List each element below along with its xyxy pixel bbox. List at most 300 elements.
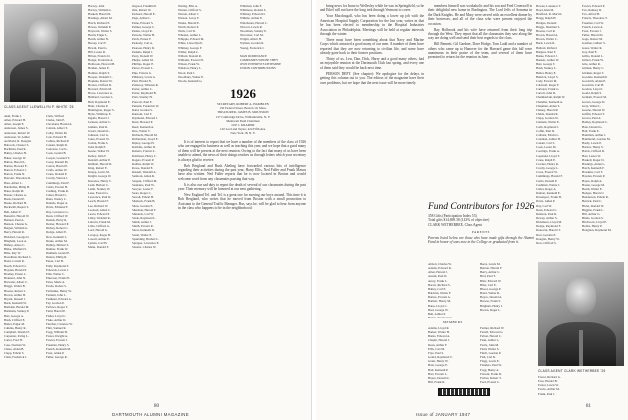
list-item: Dexter, Howard P. <box>46 222 69 227</box>
list-item: Benton, Harold F. <box>480 266 503 271</box>
list-item: Frye, Paul S. <box>428 350 444 355</box>
list-item: Emerson, Frank H. <box>46 276 70 281</box>
list-item: Boyd, Kim M. <box>536 8 555 13</box>
list-item: Bird, Paul T. <box>480 274 496 279</box>
list-item: Conant, Ralph D. <box>46 143 68 148</box>
list-item: Bowen, Laurence T. <box>536 4 561 8</box>
list-item: Cotton, Harold E. <box>46 163 68 168</box>
list-item: Cushing, Frank R. <box>46 188 69 193</box>
list-item: Snow, Kenneth D. <box>132 228 155 233</box>
issue-footer: Issue of JANUARY 1947 <box>416 412 471 417</box>
names-column-4 <box>132 4 174 396</box>
list-item: Dow, Kenneth L. <box>46 234 68 239</box>
list-item: Ballou, Harold L. <box>4 159 26 164</box>
list-item: Parsons, Walter H. <box>132 33 156 38</box>
list-item: Crocker, Henry R. <box>536 161 559 166</box>
list-item: Lord, Harold G. <box>88 228 108 233</box>
list-item: Farnum, John L. <box>46 292 67 297</box>
list-item: Fox, Alfred H. <box>582 12 601 17</box>
list-item: Brainerd, John N. <box>4 276 26 281</box>
parents-names-1 <box>428 262 478 318</box>
list-item: Weeks, Harold E. <box>178 20 200 25</box>
list-item: Whitney, Edward D. <box>240 12 266 17</box>
list-item: Little, Clifford A. <box>88 224 110 229</box>
list-item: Dean, Clifford W. <box>46 213 69 218</box>
list-item: Otis, Robert W. <box>132 8 152 13</box>
list-item: Dean, Arthur F. <box>428 342 448 347</box>
list-item: Barnes, Howard E. <box>4 163 28 168</box>
secretary-info <box>180 102 306 136</box>
list-item: Blair, Edward W. <box>480 278 502 283</box>
list-item: Butler, Henry E. <box>536 70 557 75</box>
list-item: Dorr, Gordon E. <box>536 232 557 237</box>
left-page <box>0 0 312 420</box>
list-item: Brewer, Frank S. <box>480 299 502 304</box>
list-item: 358 Gifts (Participation Index 53) <box>428 214 477 218</box>
list-item: Burr, George T. <box>536 62 556 67</box>
list-item: Clapp, Edwin S. <box>4 350 25 355</box>
list-item: Bates, Ralph M. <box>4 188 25 193</box>
list-item: Whitney, George F. <box>178 45 203 50</box>
list-item: Lawrence, Paul D. <box>88 195 112 200</box>
list-item: Fowler, Everett J. <box>46 338 68 343</box>
list-item: Hadley, Raymond C. <box>582 120 608 125</box>
list-item: Burt, George A. <box>4 313 24 318</box>
list-item: Hart, Lester W. <box>582 153 601 158</box>
list-item: Perry, Donald W. <box>132 53 154 58</box>
list-item: Pike, Francis G. <box>132 70 152 75</box>
list-item: Memorial Fund Chairmen <box>226 118 260 123</box>
list-item: Cummings, Harold F. <box>536 174 563 179</box>
list-item: Hazen, George M. <box>582 182 605 187</box>
list-item: Simonds, Carl W. <box>132 211 154 216</box>
list-item: Eaton, Carl B. <box>46 259 64 264</box>
list-item: Wheeler, Arthur L. <box>178 33 202 38</box>
list-item: Gile, Arthur R. <box>582 62 601 67</box>
list-item: Gould, Raymond T. <box>428 355 453 360</box>
list-item: Burnham, Stanley P. <box>4 309 30 314</box>
list-item: Cook, Gerald B. <box>46 151 67 156</box>
list-item: Potter, Raymond B. <box>132 91 157 96</box>
list-item: Brown, Roger L. <box>480 307 501 312</box>
list-item: Curtis, Everett H. <box>46 184 68 189</box>
list-item: Bush, Clifford E. <box>4 317 26 322</box>
list-item: Fowler, Edward P. <box>582 4 605 8</box>
list-item: Hale, Donald G. <box>582 124 603 129</box>
list-item: Forest, Richard G. <box>538 375 561 379</box>
list-item: Barrett, Edward J. <box>4 168 27 173</box>
paragraph: members himself was workaholic and his son and Fred Cromwell is their delightful new home in Burlington. The Lord Jeffs of Sonoma in the Dark Knights. He and Mary were served with an excellent dinner by their hostesses, and all of the class who were present enjoyed the occasion. <box>428 4 532 26</box>
list-item: Bliss, Carl E. <box>480 282 497 287</box>
list-item: Hobbs, Henry P. <box>582 224 603 229</box>
list-item: Wilkins, Arthur P. <box>240 16 263 21</box>
list-item: Beers, Lewis M. <box>480 262 501 266</box>
list-item: Whitman, John F. <box>240 4 262 8</box>
list-item: UNION CONTRIBUTIONS <box>240 66 276 71</box>
list-item: Leach, Harold F. <box>88 199 109 204</box>
list-item: Smith, Arthur J. <box>132 220 152 225</box>
list-item: Jones, Everett W. <box>88 137 110 141</box>
list-item: Lewis, Edward P. <box>88 211 110 216</box>
list-item: Frost, Everett J. <box>582 28 602 33</box>
list-item: Prescott, Paul E. <box>132 99 153 104</box>
list-item: Wells, Carl D. <box>178 28 196 33</box>
names-column-3 <box>88 4 130 396</box>
list-item: Cobb, Raymond J. <box>536 124 560 129</box>
list-item: 137 Cambridge Drive, Williamsville, N. Y. <box>215 114 271 119</box>
list-item: Peabody, Carl A. <box>132 41 153 46</box>
list-item: Shattuck, Frank B. <box>132 199 156 204</box>
list-item: Dow, Clifford S. <box>536 240 557 245</box>
list-item: Blood, George P. <box>480 286 502 291</box>
list-item: Frank, Paul J. <box>538 391 556 396</box>
list-item: Day, Lawrence G. <box>46 209 69 214</box>
list-item: Sawyer, Lester F. <box>132 186 154 191</box>
list-item: Fletcher, Clarence W. <box>46 321 73 326</box>
list-item: Henderson, Edwin R. <box>582 195 609 200</box>
list-item: Brown, Walter C. <box>536 37 558 42</box>
list-item: Carter, Fred H. <box>4 338 23 343</box>
list-item: Hayes, Ralph A. <box>582 178 603 183</box>
list-item: Winchester, Harold C. <box>240 20 268 25</box>
list-item: Kimball, Harold D. <box>88 161 113 166</box>
names-column-6 <box>240 4 306 84</box>
list-item: Babcock, Chester S. <box>4 143 30 148</box>
list-item: Berry, Harold R. <box>4 230 25 235</box>
list-item: Cole, Edward H. <box>46 134 67 139</box>
list-item: Jenkins, Paul R. <box>88 124 108 129</box>
list-item: Higgins, Frank L. <box>582 207 604 212</box>
list-item: King, Robert E. <box>88 166 108 171</box>
list-item: Herrick, Paul C. <box>582 199 603 204</box>
list-item: Hilton, Francis D. <box>88 53 111 58</box>
list-item: Wilson, Frank W. <box>178 62 200 67</box>
list-item: Hodge, Frederick A. <box>88 58 114 63</box>
list-item: Allen, Harold J. <box>428 270 448 275</box>
list-item: Fish, Carl R. <box>480 355 496 360</box>
list-item: Cheney, Harold P. <box>536 107 559 112</box>
list-item: Waring, Ellis A. <box>178 4 198 8</box>
list-item: Dickey, Robert C. <box>46 226 69 231</box>
list-item: Folsom, Frank D. <box>480 371 502 376</box>
list-item: Patch, Ernest F. <box>132 37 152 42</box>
list-item: Bailey, Charles H. <box>4 151 27 156</box>
list-item: Harlow, Henry S. <box>582 145 604 150</box>
list-item: Bass, Albert L. <box>4 180 23 185</box>
list-item: Estes, Merle A. <box>46 280 66 285</box>
list-item: Pomeroy, Winston R. <box>132 82 159 87</box>
names-column-5 <box>178 4 238 84</box>
list-item: Buck, Kenneth W. <box>4 301 27 306</box>
list-item: Burgess, Paul F. <box>536 49 556 54</box>
list-item: Bond, Carroll R. <box>4 259 25 264</box>
list-item: Clement, Walter E. <box>536 120 560 125</box>
list-item: Anderson, James S. <box>4 126 29 131</box>
list-item: Spaulding, Herbert L. <box>132 236 159 241</box>
list-item: Archbold, R. Douglas <box>4 138 32 143</box>
list-item: Hubbard, Gordon L. <box>88 95 114 100</box>
paragraph: Your Macdougall, who has been doing a lower up job with the American Hospital Supply Corporation for the last year, writes in that he has been elected to membership in the Hospital Industries Association in Philadelphia. Meetings will be held at regular intervals through the winter. <box>320 14 424 36</box>
list-item: Lowell, Arthur E. <box>88 236 110 241</box>
list-item: Hull, Raymond E. <box>88 99 111 104</box>
list-item: Howard, Edwin M. <box>88 87 112 92</box>
list-item: Carroll, John D. <box>536 91 556 96</box>
list-item: Hawkins, Carl T. <box>582 170 604 175</box>
list-item: Douglas, Henry W. <box>536 236 560 241</box>
list-item: Crane, Ralph E. <box>536 157 556 162</box>
list-item: Ransom, Carl F. <box>132 112 153 117</box>
list-item: Watson, Leroy F. <box>178 16 200 21</box>
members-heading: MEMBERS <box>443 320 463 324</box>
list-item: Warner, Clifford S. <box>178 8 202 13</box>
list-item: Lincoln, Frank M. <box>88 220 111 225</box>
list-item: Brigham, Henry J. <box>480 303 503 308</box>
list-item: Graham, Everett M. <box>582 95 607 100</box>
list-item: Dodge, Raymond F. <box>536 224 561 229</box>
list-item: Raymond, Edward J. <box>132 116 158 121</box>
list-item: Libby, Wendell R. <box>88 215 111 220</box>
page-number-left: 80 <box>154 404 159 409</box>
list-item: Hart, Everett L. <box>428 371 448 376</box>
list-item: Flagg, Lewis E. <box>480 359 500 364</box>
list-item: Richards, Harold M. <box>132 132 158 137</box>
list-item: Brown, Harold A. <box>536 33 559 38</box>
list-item: Forbes, Robert T. <box>480 375 502 380</box>
list-item: Pillsbury, Lewis A. <box>132 74 156 79</box>
list-item: Conant, Carl S. <box>536 141 556 146</box>
list-item: Paine, Edward S. <box>132 20 154 25</box>
list-item: Robbins, Arthur D. <box>132 145 156 150</box>
class-notes-text-left <box>178 140 306 398</box>
list-item: Anderson, Robert W. <box>4 130 31 135</box>
list-item: Foster, Dwight A. <box>46 334 69 339</box>
list-item: Soule, Walter P. <box>132 232 152 237</box>
paragraph: Bob Bergland and Rush Abeling have forwarded various bits of intelligence regarding their activities during the past year, Harry Ellis, Ned Fuller and Frank Mason have also written. Ned Fuller reports that he is now located in Boston and would welcome word from any classmates passing that way. <box>178 163 306 181</box>
list-item: Ellis, Walter C. <box>46 271 65 276</box>
list-item: Russell, Wendell A. <box>132 170 157 175</box>
list-item: Bragg, Ralph H. <box>536 16 557 21</box>
list-item: Wilder, Ralph C. <box>178 49 199 54</box>
list-item: Bailey, Carl E. <box>428 286 447 291</box>
list-item: Colburn, Edwin L. <box>536 132 560 137</box>
list-item: Burbank, Harold M. <box>4 305 30 310</box>
paragraph: New England Tel. and Tel. is a great one for moving our boys around. This time it is Bob Bergland, who writes that he moved from Boston with a small promotion to Assistant to the General Traffic Manager. Bus, says he, will be glad to hear from anyone in the class who happens to be in the neighborhood. <box>178 192 306 211</box>
paragraph: There must have been something about that Navy and Marine Corps which attracted a good many of our men. A number of them have reported that they are now returning to civilian life, and some have already gone back to their former positions. <box>320 37 424 56</box>
list-item: Bickford, George D. <box>4 234 30 239</box>
list-item: Gilman, Henry C. <box>582 66 605 71</box>
list-item: Sargent, Clifford M. <box>132 178 158 183</box>
list-item: Goodale, Kenneth P. <box>582 74 608 79</box>
list-item: Berry, Arthur C. <box>480 270 501 275</box>
list-item: Page, Arthur L. <box>132 16 152 21</box>
list-item: Worcester, Carl M. <box>240 33 264 38</box>
list-item: Hersey, Carl F. <box>88 41 107 46</box>
list-item: Knowles, Henry T. <box>88 178 112 183</box>
list-item: Davis, Alden P. <box>536 199 556 204</box>
list-item: Fuller, George R. <box>46 355 68 360</box>
list-item: Jackson, Arthur C. <box>88 120 112 125</box>
list-item: Childs, Donald R. <box>536 112 559 117</box>
fund-contributors-title: Fund Contributors for 1926 <box>428 202 535 212</box>
paragraph: PERSON DEPT. (See chapter): We apologize for the delays in getting this column out to you. The editors of the magazine have their own problems, but we hope that the next issue will be more timely. <box>320 71 424 85</box>
list-item: Boyce, Donald A. <box>480 295 503 300</box>
list-item: Sewall, Edwin H. <box>132 195 154 200</box>
list-item: Bachman, Paul R. <box>4 147 27 152</box>
list-item: Fuller, Harold D. <box>582 33 604 38</box>
list-item: Beckwith, Rupert S. <box>4 205 30 210</box>
list-item: Rollins, Ralph W. <box>132 161 155 166</box>
list-item: Brooks, Robert L. <box>4 288 27 293</box>
list-item: COMPANIES WHOSE THEY <box>240 58 279 63</box>
list-item: Kelley, John F. <box>88 153 107 158</box>
list-item: Field, Harold E. <box>46 309 66 314</box>
list-item: Glidden, Roger T. <box>582 70 605 75</box>
list-item: Coburn, Albert T. <box>46 126 68 131</box>
list-item: Akin, Frank J. <box>4 114 22 118</box>
list-item: Grover, Paul A. <box>582 116 602 121</box>
list-item <box>428 316 478 318</box>
list-item: Beane, Richard H. <box>4 201 27 206</box>
list-item: Cutler, Roger A. <box>536 186 557 191</box>
list-item: Fellows, Roger T. <box>46 305 69 310</box>
list-item: Welch, Robert P. <box>178 24 199 29</box>
list-item: Pearson, Henry D. <box>132 45 155 50</box>
list-item: Hatch, Kenneth F. <box>582 166 605 171</box>
list-item: SECRETARY, ROBERT A. HAMBLEN <box>217 102 269 106</box>
members-names-2 <box>480 326 534 384</box>
list-item: Butler, Edgar M. <box>4 321 25 326</box>
list-item: Bridges, Donald <box>536 20 557 25</box>
list-item: Calkins, Henry R. <box>4 325 27 330</box>
list-item: Corey, Russell M. <box>46 159 69 164</box>
list-item: Clarke, John E. <box>46 118 66 123</box>
list-item: Stearns, Charles W. <box>132 245 157 250</box>
list-item: Knapp, Lewis M. <box>88 170 110 175</box>
list-item: French, Lewis A. <box>582 24 604 29</box>
right-page <box>316 0 628 420</box>
list-item: Whipple, Edward M. <box>178 37 205 42</box>
list-item: Hatch, Richard E. <box>88 20 111 25</box>
list-item: Leonard, Alden C. <box>88 207 111 212</box>
paragraph: Thirty of us, Lew, Dan, Dick, Harry and a good many others, had an enjoyable reunion at the Dartmouth Club last spring, and every one of them said they would be back next time. <box>320 56 424 70</box>
list-item: Booth, Edward G. <box>4 263 27 268</box>
list-item: Woods, Kenneth G. <box>178 78 203 83</box>
list-item: Holmes, Ralph T. <box>88 70 110 75</box>
list-item: Slade, Raymond L. <box>132 215 156 220</box>
list-item: Harvey, William C. <box>88 8 113 13</box>
paragraph: It is also our sad duty to report the death of several of our classmates during the past year. Their memory will be honored at our next gathering. <box>178 182 306 192</box>
list-item: Ingalls, Harold J. <box>88 116 110 121</box>
list-item: Greene, Harold W. <box>582 107 606 112</box>
photo-caption-left: CLASS AGENT LLEWELLYN P. WHITE '25 <box>4 105 74 109</box>
list-item: Cushman, Walter J. <box>536 182 561 187</box>
list-item: Collins, Richard P. <box>46 138 70 143</box>
list-item: Roberts, Francis L. <box>132 149 156 154</box>
list-item: Flint, Samuel R. <box>46 325 67 330</box>
list-item: Gray, Walter L. <box>582 103 602 108</box>
list-item: Cummings, Paul F. <box>46 180 70 185</box>
list-item: Hamilton, Arthur J. <box>582 132 607 137</box>
names-column-1 <box>4 114 44 396</box>
list-item: Colby, Walter M. <box>46 130 68 135</box>
list-item: Denison, Paul R. <box>536 211 557 216</box>
list-item: White, Llewellyn P. <box>178 41 203 46</box>
list-item: Faulkner, Edward A. <box>46 296 72 301</box>
list-item: Fiske, Arthur D. <box>46 317 67 322</box>
list-item: Williams, Everett H. <box>178 58 204 63</box>
list-item: Batchelder, Philip H. <box>4 184 30 189</box>
magazine-footer: DARTMOUTH ALUMNI MAGAZINE <box>112 412 189 417</box>
list-item: Barker, Walter H. <box>428 330 450 335</box>
list-item: Rogers, Everett P. <box>132 157 155 162</box>
list-item: Young, Frederick J. <box>240 45 265 50</box>
list-item: Fogg, Henry A. <box>480 367 500 372</box>
list-item: Read, Howard P. <box>132 120 153 125</box>
decorative-ornament <box>438 388 490 396</box>
list-item: Sprague, Lawrence E. <box>132 240 160 245</box>
list-item: Phelps, Alden M. <box>132 58 154 63</box>
list-item: Donovan, Harold T. <box>536 228 561 233</box>
list-item: Woodman, Stanley E. <box>240 28 267 33</box>
list-item: Fenn, Arthur L. <box>480 338 500 343</box>
list-item: Graves, George D. <box>582 99 606 104</box>
list-item: Chase, Alden B. <box>4 346 25 351</box>
paragraph: Bill Bennett, Gil Gardner, Dave Hodge, Tom Ladd and a number of others who came up to Hanover for the Harvard game this fall were unanimous in their praise of the team, and several of them have promised to return for the reunion in June. <box>428 42 532 60</box>
list-item: Hastings, Alden L. <box>582 161 606 166</box>
list-item: Blake, Winfield S. <box>4 247 27 251</box>
list-item: Burnett, Arthur W. <box>536 58 560 63</box>
list-item: Dean, Edward L. <box>536 207 558 212</box>
list-item: Brooks, Carl R. <box>536 28 556 33</box>
list-item: Hitchcock, Lloyd E. <box>582 220 608 225</box>
list-item: Chamberlain, Ralph W. <box>536 95 566 100</box>
list-item: Mann, Donald F. <box>88 245 109 250</box>
list-item: Grant, Henry W. <box>428 359 449 364</box>
class-agent-photo-right <box>538 262 624 366</box>
list-item: Baker, George W. <box>4 155 26 160</box>
list-item: Bartlett, Henry M. <box>428 299 451 304</box>
list-item: Cutler, Harold L. <box>46 192 68 197</box>
list-item: Barnes, Everett A. <box>428 295 451 300</box>
list-item: Farmer, Richard W. <box>480 326 505 330</box>
list-item: Smith, Everett R. <box>132 224 154 229</box>
list-item: Beals, Donald E. <box>4 197 25 202</box>
list-item: Lamb, Stanley W. <box>88 186 111 191</box>
list-item: Bergen, William G. <box>4 226 29 231</box>
list-item: Reed, Kenneth A. <box>132 124 154 129</box>
list-item: Dudley, Herbert S. <box>46 242 70 247</box>
list-item: Bacon, Richard S. <box>428 282 451 287</box>
list-item: CLARK WETHERBEE, Class Agent <box>428 222 482 227</box>
list-item: Fox, Ramsey R. <box>582 8 602 13</box>
list-item: Chapman, Alden S. <box>536 103 561 108</box>
list-item: Freeman, Henry S. <box>46 342 70 347</box>
list-item: Bradley, Ernest L. <box>4 271 27 276</box>
right-names-column-3 <box>538 375 580 397</box>
list-item: Saunders, Paul W. <box>132 182 155 187</box>
list-item: Frost, Alden P. <box>46 350 65 355</box>
list-item: Daniels, Roger A. <box>46 201 69 206</box>
list-item: Coffin, Paul D. <box>536 128 555 133</box>
list-item: Burke, Edward J. <box>536 53 558 58</box>
list-item: Brewster, Albert C. <box>4 280 28 285</box>
list-item: Gardner, Gilbert S. <box>582 41 606 46</box>
list-item: Bingham, Leon A. <box>4 238 27 243</box>
list-item: Ellis, Carl M. <box>428 346 445 351</box>
list-item: Felton, Harold C. <box>480 334 502 339</box>
list-item: Osgood, Franklin P. <box>132 4 157 8</box>
list-item: Whitmore, Roland S. <box>240 8 267 13</box>
